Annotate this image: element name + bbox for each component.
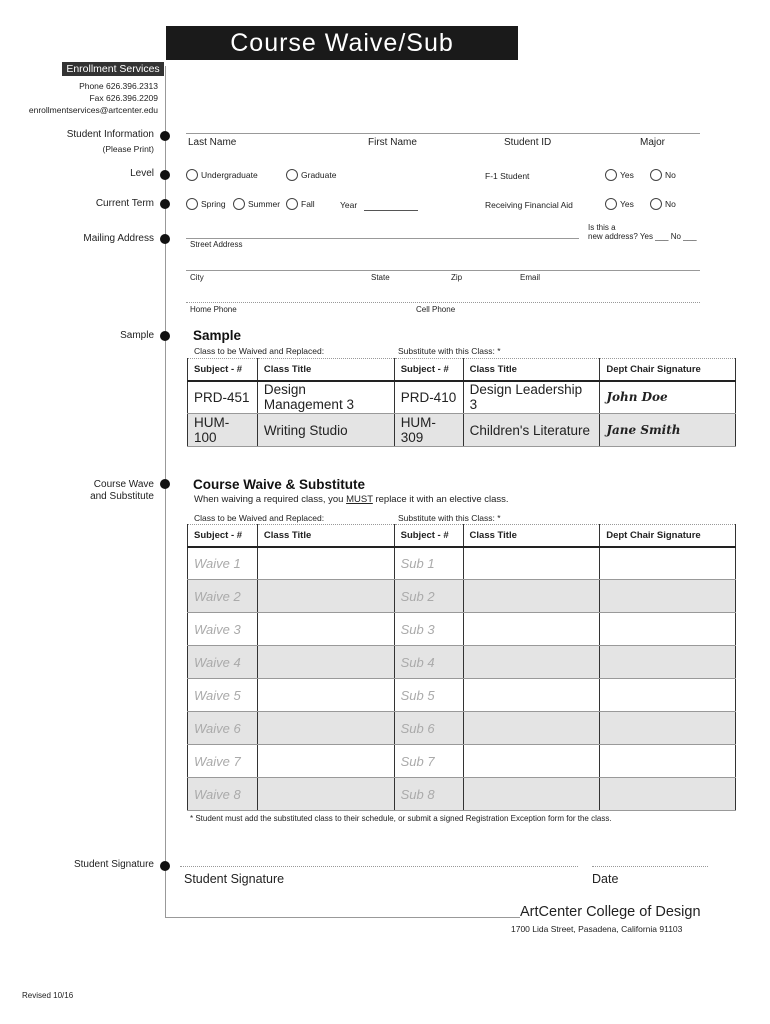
waive-subject-field[interactable]: Waive 3 [188, 613, 258, 646]
date-label: Date [592, 872, 619, 886]
cell-phone-label: Cell Phone [416, 305, 456, 314]
yes-label: Yes [620, 170, 634, 180]
sub-subject-field[interactable]: Sub 7 [394, 745, 463, 778]
waive-subject-field[interactable]: Waive 1 [188, 547, 258, 580]
radio-circle [605, 169, 617, 181]
city-label: City [190, 273, 204, 282]
label-course-wave: Course Wave [93, 479, 154, 490]
sample-sub-label: Substitute with this Class: * [398, 346, 501, 356]
first-name-field[interactable]: First Name [368, 137, 417, 148]
waive-subject-field[interactable]: Waive 7 [188, 745, 258, 778]
col-header: Class Title [257, 525, 394, 547]
timeline-dot [160, 479, 170, 489]
sub-class-title-field[interactable] [463, 679, 600, 712]
aid-no-radio[interactable] [650, 198, 676, 210]
sub-subject-field[interactable]: Sub 8 [394, 778, 463, 811]
sample-table [187, 358, 736, 447]
page-title: Course Waive/Sub [166, 26, 518, 60]
col-header: Subject - # [394, 525, 463, 547]
office-phone: Phone 626.396.2313 [79, 81, 158, 91]
sample-sub-class-title: Children's Literature [463, 414, 600, 447]
timeline-bottom-line [165, 917, 520, 918]
spring-radio[interactable] [186, 198, 226, 210]
waive-class-title-field[interactable] [257, 712, 394, 745]
sample-class-title: Writing Studio [257, 414, 394, 447]
dept-chair-signature-field[interactable] [600, 547, 736, 580]
col-header: Subject - # [394, 359, 463, 381]
table-row [188, 613, 736, 646]
sample-subject: PRD-451 [188, 381, 258, 414]
dept-chair-signature-field[interactable] [600, 679, 736, 712]
sub-class-title-field[interactable] [463, 745, 600, 778]
date-field[interactable] [592, 866, 708, 867]
aid-yes-radio[interactable] [605, 198, 634, 210]
sub-class-title-field[interactable] [463, 547, 600, 580]
undergraduate-label: Undergraduate [201, 170, 258, 180]
sub-subject-field[interactable]: Sub 2 [394, 580, 463, 613]
radio-circle [286, 169, 298, 181]
fall-radio[interactable] [286, 198, 315, 210]
email-label: Email [520, 273, 541, 282]
table-header-row [188, 359, 736, 381]
timeline-dot [160, 131, 170, 141]
sample-sub-subject: HUM-309 [394, 414, 463, 447]
radio-circle [233, 198, 245, 210]
col-header: Class Title [463, 359, 600, 381]
no-label: No [665, 199, 676, 209]
sample-title: Sample [193, 328, 242, 343]
col-header: Subject - # [188, 359, 258, 381]
waive-subject-field[interactable]: Waive 4 [188, 646, 258, 679]
table-row [188, 646, 736, 679]
sub-subject-field[interactable]: Sub 6 [394, 712, 463, 745]
waive-table [187, 524, 736, 811]
sub-subject-field[interactable]: Sub 4 [394, 646, 463, 679]
sub-class-title-field[interactable] [463, 712, 600, 745]
fall-label: Fall [301, 199, 315, 209]
instr-text: replace it with an elective class. [372, 494, 509, 505]
home-phone-label: Home Phone [190, 305, 237, 314]
footnote: * Student must add the substituted class to their schedule, or submit a signed Registration Exception form for the class. [190, 814, 612, 823]
year-label: Year [340, 200, 358, 210]
dept-chair-signature-field[interactable] [600, 613, 736, 646]
sample-signature: Jane Smith [600, 414, 736, 447]
table-row [188, 580, 736, 613]
radio-circle [286, 198, 298, 210]
office-email: enrollmentservices@artcenter.edu [28, 105, 158, 115]
table-header-row [188, 525, 736, 547]
waive-class-title-field[interactable] [257, 613, 394, 646]
col-header: Subject - # [188, 525, 258, 547]
graduate-label: Graduate [301, 170, 337, 180]
waive-subject-field[interactable]: Waive 5 [188, 679, 258, 712]
office-fax: Fax 626.396.2209 [89, 93, 158, 103]
student-info-line [186, 133, 700, 134]
col-header: Dept Chair Signature [600, 525, 736, 547]
f1-no-radio[interactable] [650, 169, 676, 181]
radio-circle [650, 169, 662, 181]
sample-sub-class-title: Design Leadership 3 [463, 381, 600, 414]
table-row [188, 547, 736, 580]
waive-waived-label: Class to be Waived and Replaced: [194, 513, 325, 523]
dept-chair-signature-field[interactable] [600, 778, 736, 811]
yes-label: Yes [620, 199, 634, 209]
table-row [188, 381, 736, 414]
waive-sub-label: Substitute with this Class: * [398, 513, 501, 523]
table-row [188, 679, 736, 712]
phone-line[interactable] [186, 302, 700, 303]
waive-subject-field[interactable]: Waive 8 [188, 778, 258, 811]
instr-must: MUST [346, 494, 373, 505]
sample-subject: HUM-100 [188, 414, 258, 447]
new-address-yes-no[interactable]: new address? Yes ___ No ___ [588, 232, 697, 241]
spring-label: Spring [201, 199, 226, 209]
table-row [188, 414, 736, 447]
college-address: 1700 Lida Street, Pasadena, California 91103 [511, 924, 683, 934]
graduate-radio[interactable] [286, 169, 336, 181]
col-header: Class Title [257, 359, 394, 381]
street-address-field[interactable] [186, 238, 579, 239]
waive-instructions [194, 494, 509, 505]
summer-radio[interactable] [233, 198, 280, 210]
waive-class-title-field[interactable] [257, 778, 394, 811]
waive-class-title-field[interactable] [257, 646, 394, 679]
timeline-dot [160, 199, 170, 209]
last-name-field[interactable]: Last Name [188, 137, 237, 148]
sample-class-title: Design Management 3 [257, 381, 394, 414]
label-student-info: Student Information [66, 129, 154, 140]
label-sample: Sample [120, 330, 154, 341]
waive-class-title-field[interactable] [257, 679, 394, 712]
timeline-line [165, 66, 166, 918]
sub-subject-field[interactable]: Sub 3 [394, 613, 463, 646]
label-mailing-address: Mailing Address [83, 233, 154, 244]
radio-circle [186, 198, 198, 210]
timeline-dot [160, 861, 170, 871]
instr-text: When waiving a required class, you [194, 494, 347, 505]
dept-chair-signature-field[interactable] [600, 646, 736, 679]
financial-aid-label: Receiving Financial Aid [485, 200, 573, 210]
new-address-question: Is this a [588, 223, 616, 232]
table-row [188, 712, 736, 745]
revised-date: Revised 10/16 [22, 991, 74, 1000]
sub-class-title-field[interactable] [463, 646, 600, 679]
waive-title: Course Waive & Substitute [193, 477, 366, 492]
label-current-term: Current Term [95, 198, 154, 209]
sample-sub-subject: PRD-410 [394, 381, 463, 414]
radio-circle [605, 198, 617, 210]
sub-class-title-field[interactable] [463, 580, 600, 613]
f1-yes-radio[interactable] [605, 169, 634, 181]
timeline-dot [160, 234, 170, 244]
undergraduate-radio[interactable] [186, 169, 258, 181]
no-label: No [665, 170, 676, 180]
student-signature-label: Student Signature [184, 872, 285, 886]
sub-subject-field[interactable]: Sub 5 [394, 679, 463, 712]
sample-waived-label: Class to be Waived and Replaced: [194, 346, 325, 356]
state-label: State [371, 273, 390, 282]
dept-chair-signature-field[interactable] [600, 580, 736, 613]
sub-class-title-field[interactable] [463, 778, 600, 811]
student-id-field[interactable]: Student ID [504, 137, 552, 148]
timeline-dot [160, 170, 170, 180]
waive-subject-field[interactable]: Waive 6 [188, 712, 258, 745]
label-please-print: (Please Print) [102, 144, 154, 154]
label-student-signature: Student Signature [73, 859, 154, 870]
city-state-line[interactable] [186, 270, 700, 271]
radio-circle [186, 169, 198, 181]
label-and-substitute: and Substitute [90, 491, 154, 502]
timeline-dot [160, 331, 170, 341]
waive-class-title-field[interactable] [257, 547, 394, 580]
student-signature-field[interactable] [180, 866, 578, 867]
sample-signature: John Doe [600, 381, 736, 414]
dept-chair-signature-field[interactable] [600, 712, 736, 745]
col-header: Dept Chair Signature [600, 359, 736, 381]
street-address-label: Street Address [190, 240, 243, 249]
radio-circle [650, 198, 662, 210]
office-name: Enrollment Services [62, 62, 164, 76]
label-level: Level [130, 168, 154, 179]
col-header: Class Title [463, 525, 600, 547]
year-field[interactable] [364, 210, 418, 211]
zip-label: Zip [451, 273, 463, 282]
major-field[interactable]: Major [640, 137, 666, 148]
college-name: ArtCenter College of Design [520, 904, 701, 920]
f1-student-label: F-1 Student [485, 171, 530, 181]
waive-class-title-field[interactable] [257, 745, 394, 778]
sub-class-title-field[interactable] [463, 613, 600, 646]
summer-label: Summer [248, 199, 281, 209]
table-row [188, 778, 736, 811]
dept-chair-signature-field[interactable] [600, 745, 736, 778]
table-row [188, 745, 736, 778]
sub-subject-field[interactable]: Sub 1 [394, 547, 463, 580]
waive-subject-field[interactable]: Waive 2 [188, 580, 258, 613]
waive-class-title-field[interactable] [257, 580, 394, 613]
